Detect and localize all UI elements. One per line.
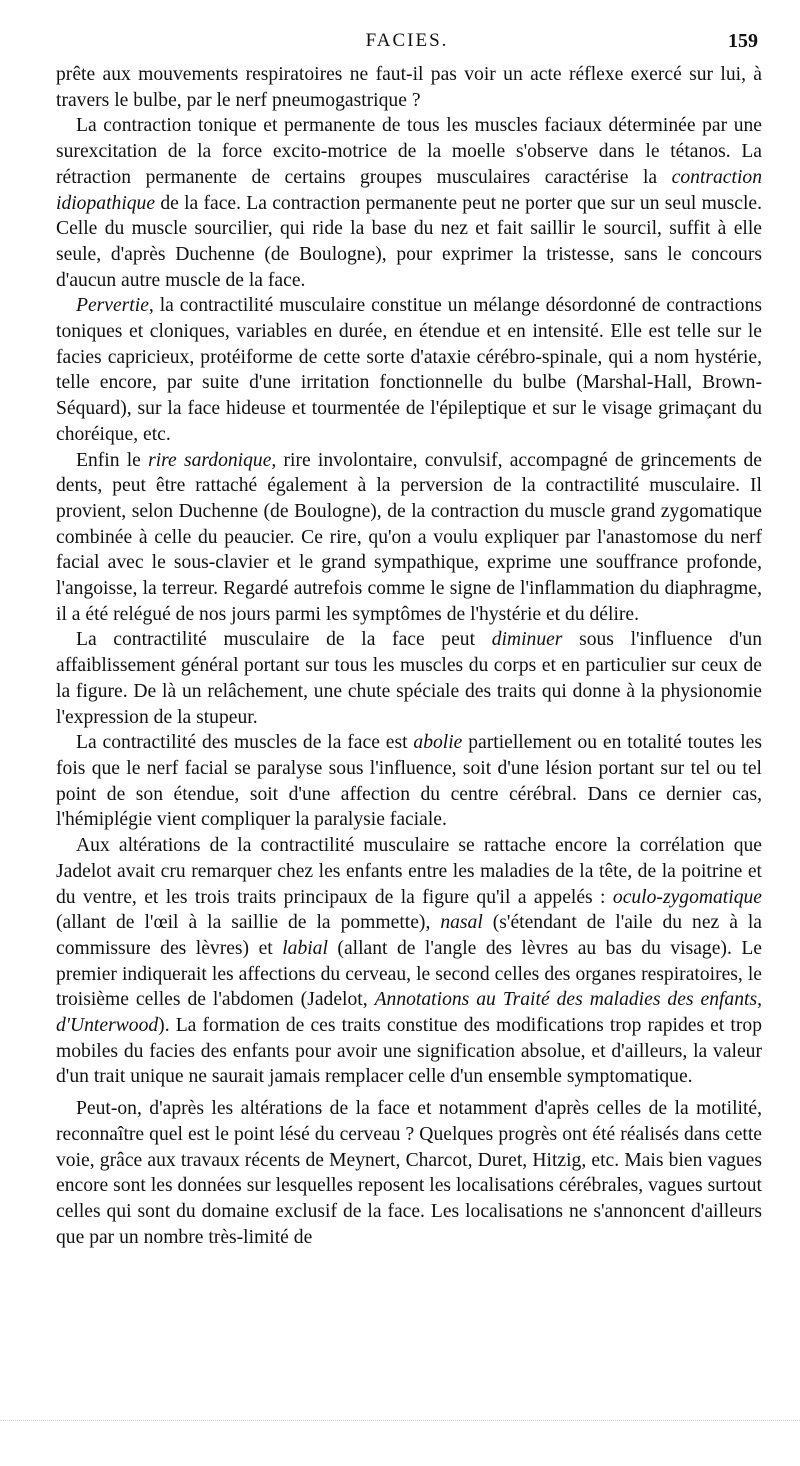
italic-term: labial (282, 937, 328, 959)
paragraph (56, 833, 762, 1090)
italic-term: rire sardonique, (148, 449, 277, 471)
italic-term: oculo-zygomatique (612, 886, 762, 908)
paragraph (56, 113, 762, 293)
text-run: Enfin le (76, 449, 149, 471)
italic-term: diminuer (491, 629, 563, 651)
italic-term: nasal (440, 912, 483, 934)
italic-term: Pervertie, (76, 295, 154, 317)
paragraph (56, 1096, 762, 1250)
paragraph (56, 448, 762, 628)
text-run: Peut-on, d'après les altérations de la face et notamment d'après celles de la motilité, reconnaître quel est le point lésé du cerveau ? Quelques progrès ont été réalisés dans cette voie, grâce aux travaux récents de Meynert, Charcot, Duret, Hitzig, etc. Mais bien vagues encore sont les données sur lesquelles reposent les localisations cérébrales, vagues surtout celles qui sont du domaine exclusif de la face. Les localisations ne s'annoncent d'ailleurs que par un nombre très-limité de (56, 1098, 762, 1248)
text-run: sous l'influence d'un affaiblissement général portant sur tous les muscles du corps et en particulier sur ceux de la figure. De là un relâchement, une chute spéciale des traits qui donne à la physionomie l'expression de la stupeur. (56, 629, 763, 728)
paragraph (56, 293, 762, 447)
text-run: La contractilité des muscles de la face est (76, 732, 414, 754)
text-run: La contraction tonique et permanente de tous les muscles faciaux déterminée par une surexcitation de la force excito-motrice de la moelle s'observe dans le tétanos. La rétraction permanente de certains groupes musculaires caractérise la (56, 115, 762, 188)
text-run: de la face. La contraction permanente peut ne porter que sur un seul muscle. Celle du muscle sourcilier, qui ride la base du nez et fait saillir le sourcil, suffit à elle seule, d'après Duchenne (de Boulogne), pour exprimer la tristesse, sans le concours d'aucun autre muscle de la face. (56, 192, 762, 291)
text-run: La contractilité musculaire de la face peut (76, 629, 492, 651)
text-run: la contractilité musculaire constitue un mélange désordonné de contractions toniques et cloniques, variables en durée, en étendue et en intensité. Elle est telle sur le facies capricieux, protéiforme de cette sorte d'ataxie cérébro-spinale, qui a nom hystérie, telle encore, par suite d'une irritation fonctionnelle du bulbe (Marshal-Hall, Brown-Séquard), sur la face hideuse et tourmentée de l'épileptique et sur le visage grimaçant du choréique, etc. (56, 295, 762, 445)
text-run: (allant de l'œil à la saillie de la pommette), (56, 912, 441, 934)
text-run: rire involontaire, convulsif, accompagné de grincements de dents, peut être rattaché également à la perversion de la contractilité musculaire. Il provient, selon Duchenne (de Boulogne), de la contraction du muscle grand zygomatique combinée à celle du peaucier. Ce rire, qu'on a voulu expliquer par l'anastomose du nerf facial avec le sous-clavier et le grand sympathique, exprime une souffrance profonde, l'angoisse, la terreur. Regardé autrefois comme le signe de l'inflammation du diaphragme, il a été relégué de nos jours parmi les symptômes de l'hystérie et du délire. (56, 449, 762, 625)
body-text (56, 62, 762, 1250)
text-run: Aux altérations de la contractilité musculaire se rattache encore la corrélation que Jadelot avait cru remarquer chez les enfants entre les maladies de la tête, de la poitrine et du ventre, et les trois traits principaux de la figure qu'il a appelés : (56, 835, 762, 908)
scan-artifact-line (0, 1420, 800, 1441)
running-head (56, 30, 758, 56)
italic-term: Annotations au Traité des maladies des enfants, d'Unterwood (56, 989, 762, 1037)
text-run: prête aux mouvements respiratoires ne faut-il pas voir un acte réflexe exercé sur lui, à travers le bulbe, par le nerf pneumogastrique ? (56, 64, 762, 111)
paragraph (56, 627, 762, 730)
paragraph (56, 62, 762, 113)
paragraph (56, 730, 762, 833)
text-run: ). La formation de ces traits constitue des modifications trop rapides et trop mobiles du facies des enfants pour avoir une signification absolue, et d'ailleurs, la valeur d'un trait unique ne saurait jamais remplacer celle d'un ensemble symptomatique. (56, 1015, 762, 1088)
italic-term: abolie (413, 732, 463, 754)
running-head-title: FACIES. (365, 30, 449, 51)
italic-term: contraction idiopathique (56, 166, 762, 214)
text-run: (s'étendant de l'aile du nez à la commissure des lèvres) et (56, 912, 762, 959)
page-number: 159 (728, 30, 758, 52)
text-run: partiellement ou en totalité toutes les fois que le nerf facial se paralyse sous l'influence, soit d'une lésion portant sur tel ou tel point de son étendue, soit d'une affection du centre cérébral. Dans ce dernier cas, l'hémiplégie vient compliquer la paralysie faciale. (56, 732, 762, 831)
text-run: (allant de l'angle des lèvres au bas du visage). Le premier indiquerait les affections du cerveau, le second celles des organes respiratoires, le troisième celles de l'abdomen (Jadelot, (56, 937, 762, 1011)
